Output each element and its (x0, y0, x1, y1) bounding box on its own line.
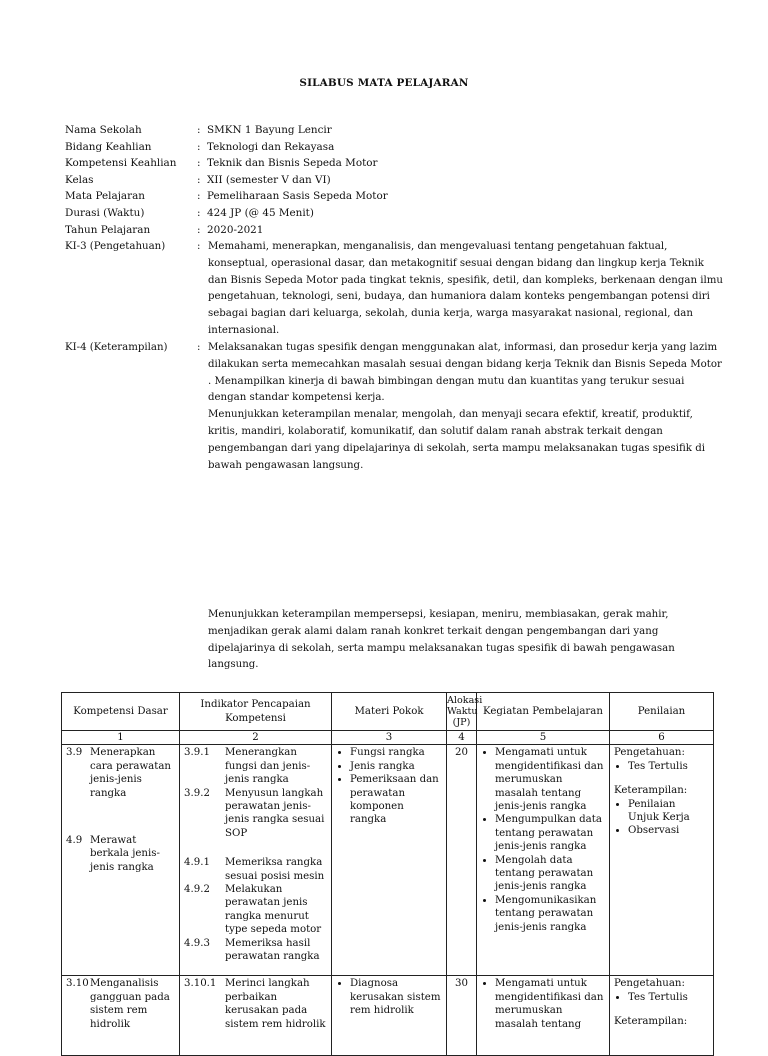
table-header-row (62, 693, 714, 731)
spacer (66, 800, 175, 834)
spacer (184, 840, 327, 856)
indicator-text: Merinci langkah perbaikan kerusakan pada sistem rem hidrolik (225, 978, 326, 1030)
penilaian-pengetahuan-label: Pengetahuan: (614, 747, 685, 759)
waktu-cell: 30 (447, 976, 477, 1056)
list-item: • Tes Tertulis (628, 760, 709, 773)
penilaian-cell (610, 976, 714, 1056)
ki4-content (208, 340, 725, 474)
kegiatan-list (481, 746, 605, 934)
ki4-text-3-p: Menunjukkan keterampilan mempersepsi, kesiapan, meniru, membiasakan, gerak mahir, menjadikan gerak alami dalam ranah konkret terkait dengan pengembangan dari yang dipelajarinya di sekolah, serta mampu melaksanakan tugas spesifik di bawah pengawasan langsung. (208, 609, 675, 671)
kd-text: Menganalisis gangguan pada sistem rem hidrolik (90, 978, 170, 1030)
materi-cell (332, 745, 447, 976)
meta-row-school (65, 122, 725, 139)
meta-value: Pemeliharaan Sasis Sepeda Motor (207, 190, 388, 203)
list-item: • Diagnosa kerusakan sistem rem hidrolik (350, 977, 442, 1017)
kd-cell (62, 745, 180, 976)
kd-code: 3.9 (66, 747, 83, 759)
kd-code: 3.10 (66, 978, 89, 990)
indicator-code: 4.9.1 (184, 857, 210, 869)
list-item: • Mengamati untuk mengidentifikasi dan merumuskan masalah tentang (495, 977, 605, 1031)
meta-value: Teknologi dan Rekayasa (207, 140, 335, 153)
meta-colon: : (197, 157, 201, 170)
indicator-code: 4.9.3 (184, 937, 210, 949)
identity-block (65, 122, 725, 238)
meta-label: Kompetensi Keahlian (65, 157, 177, 170)
list-item: • Fungsi rangka (350, 746, 442, 759)
indicator-item (184, 787, 327, 841)
meta-label: Nama Sekolah (65, 124, 142, 136)
indicator-item (184, 977, 327, 1031)
kd-item (66, 834, 175, 874)
penilaian-pengetahuan-label: Pengetahuan: (614, 978, 685, 990)
ki4-text-1: Melaksanakan tugas spesifik dengan menggunakan alat, informasi, dan prosedur kerja yang lazim dilakukan serta memecahkan masalah sesuai dengan bidang kerja Teknik dan Bisnis Sepeda Motor . Menampilkan kinerja di bawah bimbingan dengan mutu dan kuantitas yang terukur sesuai dengan standar kompetensi kerja. (208, 342, 722, 404)
meta-row-field (65, 139, 725, 156)
meta-colon: : (197, 140, 201, 153)
indicator-item (184, 937, 327, 964)
indicator-text: Menyusun langkah perawatan jenis-jenis rangka sesuai SOP (225, 787, 325, 839)
kd-cell (62, 976, 180, 1056)
meta-colon: : (197, 223, 201, 236)
indicator-code: 4.9.2 (184, 884, 210, 896)
meta-value: 2020-2021 (207, 223, 264, 236)
ki3-block (65, 239, 725, 340)
ki4-text-2: Menunjukkan keterampilan menalar, mengolah, dan menyaji secara efektif, kreatif, produktif, kritis, mandiri, kolaboratif, komunikatif, dan solutif dalam ranah abstrak terkait dengan pengembangan dari yang dipelajarinya di sekolah, serta mampu melaksanakan tugas spesifik di bawah pengawasan langsung. (208, 409, 705, 471)
col-number: 4 (447, 731, 477, 745)
list-item: • Observasi (628, 824, 709, 837)
meta-colon: : (197, 124, 201, 136)
ki3-colon: : (197, 241, 201, 252)
list-item: • Mengomunikasikan tentang perawatan jenis-jenis rangka (495, 894, 605, 934)
penilaian-keterampilan-label: Keterampilan: (614, 785, 688, 797)
indicator-code: 3.10.1 (184, 978, 217, 990)
col-header: Indikator Pencapaian Kompetensi (180, 693, 332, 731)
meta-row-duration (65, 205, 725, 222)
indicator-text: Memeriksa rangka sesuai posisi mesin (225, 857, 325, 882)
indicator-code: 3.9.1 (184, 747, 210, 759)
list-item: • Mengolah data tentang perawatan jenis-jenis rangka (495, 854, 605, 894)
ki4-text-3 (208, 607, 718, 674)
meta-value: SMKN 1 Bayung Lencir (207, 124, 332, 136)
ki3-label: KI-3 (Pengetahuan) (65, 241, 166, 252)
table-number-row (62, 731, 714, 745)
meta-label: Tahun Pelajaran (65, 223, 151, 236)
list-item: • Pemeriksaan dan perawatan komponen rangka (350, 773, 442, 827)
materi-cell (332, 976, 447, 1056)
meta-colon: : (197, 190, 201, 203)
meta-label: Bidang Keahlian (65, 140, 152, 153)
ki4-block (65, 340, 725, 474)
kd-text: Menerapkan cara perawatan jenis-jenis rangka (90, 747, 171, 799)
list-item: • Mengumpulkan data tentang perawatan jenis-jenis rangka (495, 813, 605, 853)
kegiatan-cell (477, 745, 610, 976)
col-number: 2 (180, 731, 332, 745)
meta-row-subject (65, 188, 725, 205)
penilaian-keterampilan-label: Keterampilan: (614, 1016, 688, 1028)
meta-row-year (65, 222, 725, 239)
col-number: 6 (610, 731, 714, 745)
indicator-cell (180, 976, 332, 1056)
col-number: 3 (332, 731, 447, 745)
spacer (614, 1004, 709, 1015)
meta-colon: : (197, 206, 201, 219)
meta-row-competency (65, 155, 725, 172)
materi-list (336, 977, 442, 1017)
meta-colon: : (197, 173, 201, 186)
meta-row-class (65, 172, 725, 189)
materi-list (336, 746, 442, 826)
ki4-row (65, 340, 725, 474)
ki4-label: KI-4 (Keterampilan) (65, 342, 168, 353)
kd-text: Merawat berkala jenis-jenis rangka (90, 835, 160, 873)
kd-code: 4.9 (66, 835, 83, 847)
penilaian-keterampilan-list (614, 798, 709, 838)
penilaian-pengetahuan-list (614, 991, 709, 1004)
meta-label: Kelas (65, 173, 94, 186)
meta-label: Durasi (Waktu) (65, 206, 145, 219)
list-item: • Penilaian Unjuk Kerja (628, 798, 709, 825)
document-title: SILABUS MATA PELAJARAN (299, 77, 469, 89)
table-row (62, 976, 714, 1056)
col-header: Penilaian (610, 693, 714, 731)
ki3-row (65, 239, 725, 340)
list-item: • Jenis rangka (350, 760, 442, 773)
ki4-colon: : (197, 342, 201, 353)
col-header: Kompetensi Dasar (62, 693, 180, 731)
indicator-item (184, 883, 327, 937)
col-header: Materi Pokok (332, 693, 447, 731)
meta-label: Mata Pelajaran (65, 190, 145, 203)
kegiatan-cell (477, 976, 610, 1056)
spacer (614, 773, 709, 784)
col-header: Alokasi Waktu (JP) (447, 693, 477, 731)
indicator-item (184, 856, 327, 883)
ki3-text: Memahami, menerapkan, menganalisis, dan mengevaluasi tentang pengetahuan faktual, konseptual, operasional dasar, dan metakognitif sesuai dengan bidang dan lingkup kerja Teknik dan Bisnis Sepeda Motor pada tingkat teknis, spesifik, detil, dan kompleks, berkenaan dengan ilmu pengetahuan, teknologi, seni, budaya, dan humaniora dalam konteks pengembangan potensi diri sebagai bagian dari keluarga, sekolah, dunia kerja, warga masyarakat nasional, regional, dan internasional. (208, 241, 723, 336)
kd-item (66, 746, 175, 800)
col-header: Kegiatan Pembelajaran (477, 693, 610, 731)
table-row (62, 745, 714, 976)
indicator-code: 3.9.2 (184, 787, 210, 799)
indicator-text: Menerangkan fungsi dan jenis-jenis rangka (225, 747, 311, 786)
list-item: • Mengamati untuk mengidentifikasi dan merumuskan masalah tentang jenis-jenis rangka (495, 746, 605, 813)
waktu-cell: 20 (447, 745, 477, 976)
syllabus-table (61, 692, 714, 1056)
col-number: 5 (477, 731, 610, 745)
indicator-text: Memeriksa hasil perawatan rangka (225, 937, 320, 963)
indicator-item (184, 746, 327, 786)
kd-item (66, 977, 175, 1031)
meta-value: 424 JP (@ 45 Menit) (207, 206, 314, 219)
list-item: • Tes Tertulis (628, 991, 709, 1004)
kegiatan-list (481, 977, 605, 1031)
indicator-cell (180, 745, 332, 976)
penilaian-cell (610, 745, 714, 976)
penilaian-pengetahuan-list (614, 760, 709, 773)
indicator-text: Melakukan perawatan jenis rangka menurut type sepeda motor (225, 884, 322, 936)
meta-value: Teknik dan Bisnis Sepeda Motor (207, 157, 378, 170)
col-number: 1 (62, 731, 180, 745)
meta-value: XII (semester V dan VI) (207, 173, 331, 186)
